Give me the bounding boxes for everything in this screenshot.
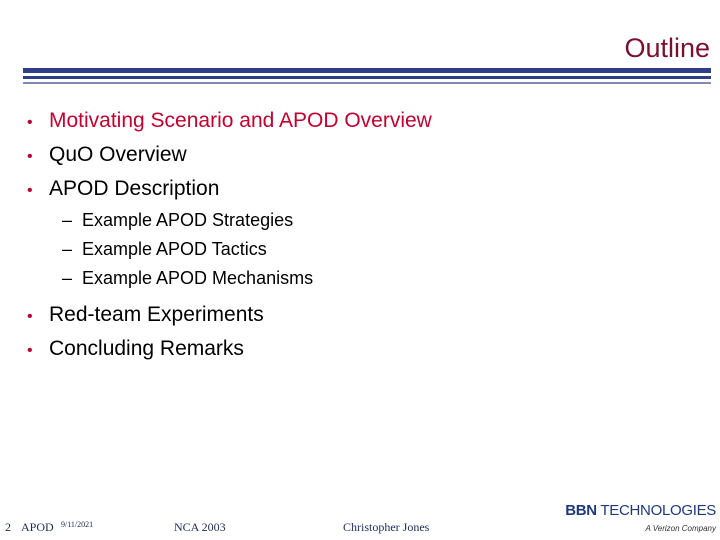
sub-bullet-item <box>62 235 707 264</box>
bullet-item <box>27 332 707 366</box>
bullet-text: Concluding Remarks <box>49 337 244 360</box>
bullet-item <box>27 138 707 172</box>
sub-bullet-item <box>62 264 707 293</box>
logo-wordmark-technologies: TECHNOLOGIES <box>596 502 716 519</box>
bullet-list <box>27 104 707 366</box>
footer-date: 9/11/2021 <box>61 520 94 529</box>
footer-short-title: APOD <box>21 520 54 534</box>
bullet-icon: • <box>27 114 33 131</box>
bullet-icon: • <box>27 148 33 165</box>
bullet-icon: • <box>27 342 33 359</box>
logo-wordmark-bbn: BBN <box>565 502 597 519</box>
bullet-text: APOD Description <box>49 177 220 200</box>
company-logo <box>548 502 718 538</box>
bullet-text: Motivating Scenario and APOD Overview <box>49 109 432 132</box>
dash-icon: – <box>62 268 73 288</box>
bullet-text: QuO Overview <box>49 143 187 166</box>
sub-bullet-text: Example APOD Strategies <box>82 210 294 230</box>
sub-bullet-list <box>27 206 707 293</box>
page-number: 2 <box>5 520 11 534</box>
title-rule-thin <box>23 76 711 79</box>
logo-tagline: A Verizon Company <box>645 524 716 533</box>
slide-title: Outline <box>624 33 710 63</box>
bullet-item <box>27 172 707 206</box>
footer-conference: NCA 2003 <box>174 520 226 534</box>
dash-icon: – <box>62 210 73 230</box>
bullet-item <box>27 104 707 138</box>
bullet-item <box>27 298 707 332</box>
sub-bullet-text: Example APOD Mechanisms <box>82 268 314 288</box>
dash-icon: – <box>62 239 73 259</box>
bullet-text: Red-team Experiments <box>49 303 264 326</box>
title-rule <box>23 68 711 73</box>
logo-wordmark <box>565 502 716 519</box>
bullet-icon: • <box>27 308 33 325</box>
bullet-icon: • <box>27 182 33 199</box>
sub-bullet-group <box>27 206 707 293</box>
footer-author: Christopher Jones <box>343 520 430 534</box>
title-rule-light <box>23 82 711 84</box>
sub-bullet-text: Example APOD Tactics <box>82 239 267 259</box>
sub-bullet-item <box>62 206 707 235</box>
